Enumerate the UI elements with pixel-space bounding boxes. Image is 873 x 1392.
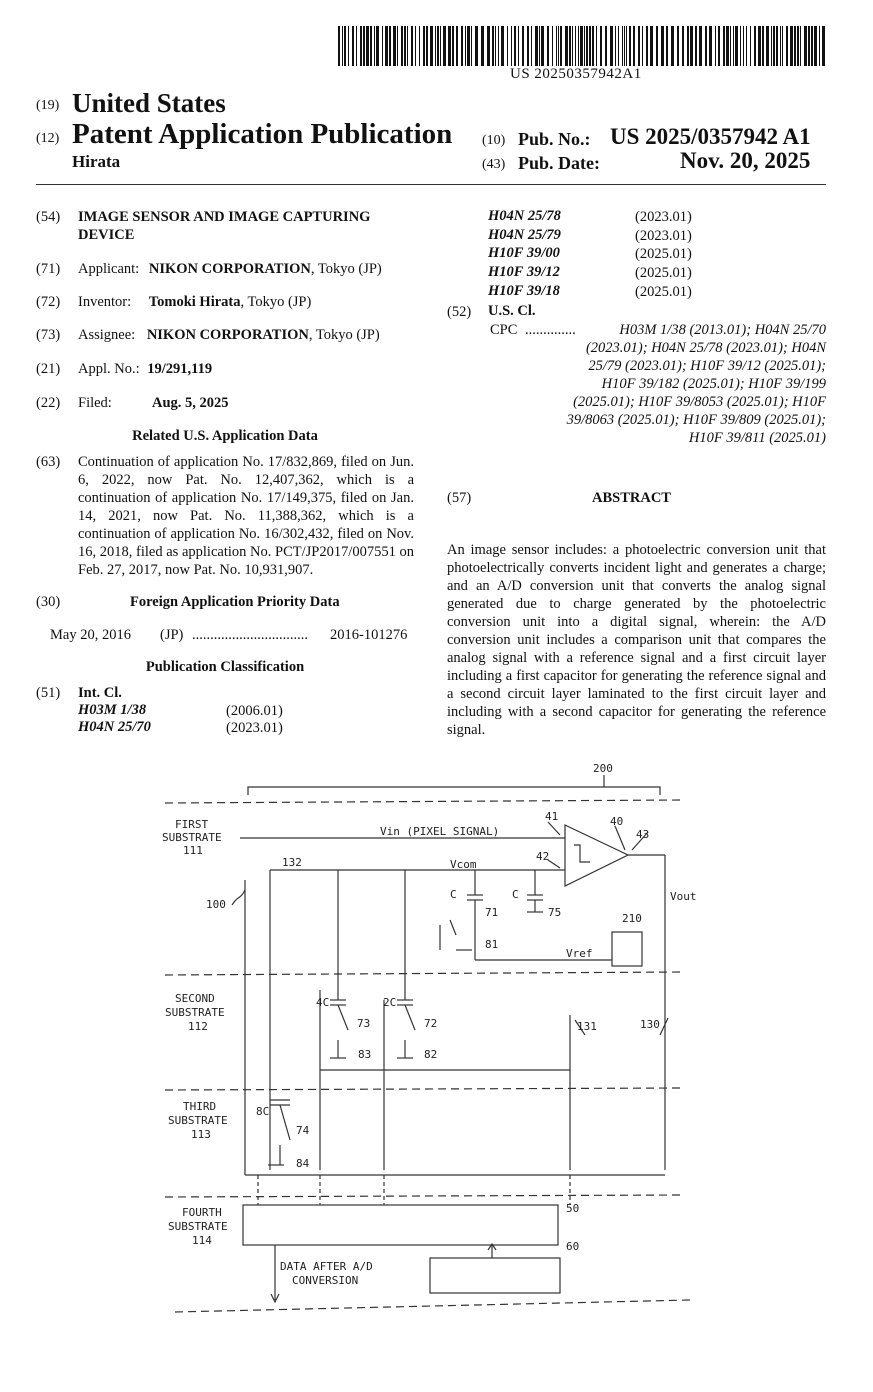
code-43: (43) <box>482 157 506 172</box>
inventor-name: Tomoki Hirata <box>148 294 241 310</box>
barcode-bar <box>754 26 756 66</box>
ref-81: 81 <box>485 938 499 951</box>
barcode-bar <box>723 26 725 66</box>
pub-date-label: Pub. Date: <box>518 153 600 173</box>
code-30: (30) <box>36 594 61 610</box>
barcode-bar <box>758 26 761 66</box>
assignee-name: NIKON CORPORATION <box>146 327 309 343</box>
barcode-bar <box>771 26 772 66</box>
barcode-bar <box>471 26 472 66</box>
ref-2c: 2C <box>383 996 397 1009</box>
barcode-bar <box>435 26 436 66</box>
barcode-bar <box>535 26 538 66</box>
cpc-line: 25/79 (2023.01); H10F 39/12 (2025.01); <box>588 358 826 374</box>
ref-72: 72 <box>424 1017 438 1030</box>
cpc-line: (2025.01); H10F 39/8053 (2025.01); H10F <box>573 394 826 410</box>
ref-210: 210 <box>622 912 642 925</box>
sub1-line1: FIRST <box>175 818 209 831</box>
barcode-bar <box>790 26 793 66</box>
code-12: (12) <box>36 131 60 146</box>
ref-75: 75 <box>548 906 562 919</box>
barcode-bar <box>541 26 544 66</box>
ref-50: 50 <box>566 1202 580 1215</box>
barcode-bar <box>376 26 379 66</box>
barcode-bar <box>586 26 588 66</box>
barcode-bar <box>822 26 825 66</box>
barcode-bar <box>677 26 679 66</box>
intcl-date: (2025.01) <box>635 265 692 281</box>
barcode-bar <box>808 26 810 66</box>
sub2-line2: SUBSTRATE <box>165 1006 225 1019</box>
barcode-bar <box>366 26 369 66</box>
related-title: Related U.S. Application Data <box>132 428 318 444</box>
priority-country: (JP) <box>160 627 184 643</box>
barcode-bar <box>780 26 781 66</box>
barcode-bar <box>461 26 463 66</box>
barcode-bar <box>522 26 524 66</box>
barcode-bar <box>695 26 697 66</box>
pub-date: Nov. 20, 2025 <box>680 148 811 173</box>
code-73: (73) <box>36 327 61 343</box>
data-label-line1: DATA AFTER A/D <box>280 1260 373 1273</box>
barcode-bar <box>735 26 738 66</box>
barcode-bar <box>507 26 508 66</box>
pubclass-title: Publication Classification <box>145 659 305 675</box>
barcode-bar <box>348 26 349 66</box>
barcode-bar <box>475 26 478 66</box>
intcl-date: (2025.01) <box>635 284 692 300</box>
barcode-bar <box>487 26 490 66</box>
intcl-code: H03M 1/38 <box>78 702 147 718</box>
barcode-bar <box>592 26 594 66</box>
barcode-bar <box>656 26 658 66</box>
barcode-bar <box>401 26 403 66</box>
barcode-bar <box>363 26 365 66</box>
barcode-bar <box>811 26 813 66</box>
barcode-bar <box>589 26 591 66</box>
sub2-line3: 112 <box>188 1020 208 1033</box>
ref-83: 83 <box>358 1048 372 1061</box>
cpc-line: 39/8063 (2025.01); H10F 39/809 (2025.01); <box>566 412 826 428</box>
barcode-bar <box>419 26 420 66</box>
barcode-bar <box>584 26 585 66</box>
barcode-bar <box>762 26 764 66</box>
ref-130: 130 <box>640 1018 660 1031</box>
sub1-line2: SUBSTRATE <box>162 831 222 844</box>
barcode-bar <box>501 26 504 66</box>
code-63: (63) <box>36 454 61 470</box>
appl-row <box>78 360 212 378</box>
header-rule <box>36 184 826 185</box>
barcode-bar <box>527 26 529 66</box>
barcode-bar <box>558 26 559 66</box>
intcl-date: (2023.01) <box>226 720 283 736</box>
filed-label: Filed: <box>78 395 112 411</box>
filed-date: Aug. 5, 2025 <box>152 395 229 411</box>
assignee-row <box>78 326 380 344</box>
appl-label: Appl. No.: <box>78 361 140 377</box>
barcode-bar <box>633 26 635 66</box>
ref-8c: 8C <box>256 1105 270 1118</box>
barcode-bar <box>385 26 388 66</box>
intcl-date: (2025.01) <box>635 246 692 262</box>
intcl-code: H10F 39/18 <box>488 283 560 299</box>
barcode-number: US 20250357942A1 <box>510 66 642 82</box>
ref-82: 82 <box>424 1048 438 1061</box>
cap-label: C <box>450 888 457 901</box>
code-21: (21) <box>36 361 61 377</box>
intcl-code: H10F 39/12 <box>488 264 560 280</box>
barcode-bar <box>629 26 631 66</box>
barcode-bar <box>687 26 689 66</box>
pub-no-label: Pub. No.: <box>518 129 591 149</box>
barcode-bar <box>352 26 354 66</box>
appl-number: 19/291,119 <box>147 361 213 377</box>
barcode-bar <box>481 26 484 66</box>
applicant-place: , Tokyo (JP) <box>310 261 382 277</box>
barcode-bar <box>671 26 674 66</box>
barcode-bar <box>814 26 817 66</box>
priority-date: May 20, 2016 <box>50 627 131 643</box>
barcode-bar <box>622 26 623 66</box>
barcode-bar <box>437 26 439 66</box>
barcode-bar <box>733 26 734 66</box>
code-72: (72) <box>36 294 61 310</box>
abstract-text: An image sensor includes: a photoelectric conversion unit that photoelectrically converts incident light and generates a charge; and an A/D conversion unit that converts the analog signal generated due to charge generated by the photoelectric conversion unit into a digital signal, wherein: the A/D conversion unit includes a comparison unit that compares the analog signal with a reference signal and a first circuit layer including a first capacitor for generating the reference signal and a second circuit layer laminated to the first circuit layer and including with a second capacitor for generating the reference signal. <box>447 542 826 738</box>
barcode-bar <box>750 26 751 66</box>
cpc-line: H10F 39/182 (2025.01); H10F 39/199 <box>601 376 826 392</box>
barcode-bar <box>646 26 648 66</box>
barcode-bar <box>743 26 744 66</box>
ref-71: 71 <box>485 906 499 919</box>
barcode-bar <box>605 26 607 66</box>
intcl-code: H04N 25/70 <box>78 719 151 735</box>
barcode-bar <box>552 26 553 66</box>
barcode-bar <box>498 26 499 66</box>
sub3-line1: THIRD <box>183 1100 217 1113</box>
ref-43: 43 <box>636 828 650 841</box>
barcode-bar <box>556 26 557 66</box>
barcode-bar <box>389 26 391 66</box>
assignee-place: , Tokyo (JP) <box>308 327 380 343</box>
barcode-bar <box>404 26 406 66</box>
intcl-date: (2023.01) <box>635 228 692 244</box>
country: United States <box>72 88 226 118</box>
barcode-bar <box>448 26 451 66</box>
barcode-bar <box>560 26 562 66</box>
barcode-bar <box>797 26 799 66</box>
inventor-short: Hirata <box>72 152 121 171</box>
ref-132: 132 <box>282 856 302 869</box>
barcode-bar <box>415 26 416 66</box>
barcode-bar <box>539 26 540 66</box>
ref-60: 60 <box>566 1240 580 1253</box>
applicant-label: Applicant: <box>78 261 140 277</box>
barcode-bar <box>423 26 425 66</box>
sub2-line1: SECOND <box>175 992 215 1005</box>
assignee-label: Assignee: <box>78 327 136 343</box>
ref-74: 74 <box>296 1124 310 1137</box>
vin-label: Vin (PIXEL SIGNAL) <box>380 825 500 838</box>
sub4-line3: 114 <box>192 1234 212 1247</box>
barcode-bar <box>638 26 640 66</box>
barcode-bar <box>726 26 729 66</box>
barcode-bar <box>374 26 375 66</box>
code-52: (52) <box>447 304 472 320</box>
barcode-bar <box>730 26 731 66</box>
sub3-line2: SUBSTRATE <box>168 1114 228 1127</box>
brace-200 <box>248 787 660 795</box>
barcode-bar <box>626 26 627 66</box>
barcode-bar <box>393 26 396 66</box>
ref-100: 100 <box>206 898 226 911</box>
ref-4c: 4C <box>316 996 330 1009</box>
barcode-bar <box>456 26 458 66</box>
code-22: (22) <box>36 395 61 411</box>
applicant-name: NIKON CORPORATION <box>148 261 311 277</box>
barcode-bar <box>382 26 383 66</box>
barcode-bar <box>342 26 343 66</box>
barcode-bar <box>776 26 778 66</box>
pub-no: US 2025/0357942 A1 <box>610 124 811 149</box>
inventor-place: , Tokyo (JP) <box>240 294 312 310</box>
intcl-code: H04N 25/79 <box>488 227 561 243</box>
cpc-line: H03M 1/38 (2013.01); H04N 25/70 <box>619 322 826 338</box>
barcode-bar <box>547 26 549 66</box>
barcode-bar <box>569 26 571 66</box>
barcode-bar <box>440 26 441 66</box>
barcode-bar <box>715 26 716 66</box>
ref-84: 84 <box>296 1157 310 1170</box>
cpc-line: H10F 39/811 (2025.01) <box>688 430 826 446</box>
vref-label: Vref <box>566 947 593 960</box>
intcl-date: (2006.01) <box>226 703 283 719</box>
barcode-bar <box>531 26 532 66</box>
barcode-bar <box>690 26 693 66</box>
barcode <box>338 26 828 66</box>
barcode-bar <box>699 26 702 66</box>
sub4-line1: FOURTH <box>182 1206 222 1219</box>
intcl-code: H04N 25/78 <box>488 208 561 224</box>
cpc-dots: .............. <box>525 322 576 338</box>
ref-42: 42 <box>536 850 550 863</box>
barcode-bar <box>344 26 346 66</box>
barcode-bar <box>338 26 340 66</box>
barcode-bar <box>766 26 769 66</box>
barcode-bar <box>580 26 583 66</box>
barcode-bar <box>572 26 573 66</box>
barcode-bar <box>356 26 357 66</box>
cap-label: C <box>512 888 519 901</box>
barcode-bar <box>495 26 496 66</box>
sub3-line3: 113 <box>191 1128 211 1141</box>
sub4-line2: SUBSTRATE <box>168 1220 228 1233</box>
barcode-bar <box>804 26 807 66</box>
barcode-bar <box>661 26 664 66</box>
title-line2: DEVICE <box>78 227 135 243</box>
ref-131: 131 <box>577 1020 597 1033</box>
barcode-bar <box>565 26 568 66</box>
intcl-code: H10F 39/00 <box>488 245 560 261</box>
barcode-bar <box>596 26 597 66</box>
barcode-bar <box>705 26 707 66</box>
barcode-bar <box>443 26 446 66</box>
barcode-bar <box>786 26 788 66</box>
barcode-bar <box>618 26 619 66</box>
title-line1: IMAGE SENSOR AND IMAGE CAPTURING <box>78 209 371 225</box>
code-51: (51) <box>36 685 61 701</box>
barcode-bar <box>800 26 801 66</box>
uscl-label: U.S. Cl. <box>488 303 536 319</box>
ref-40: 40 <box>610 815 624 828</box>
barcode-bar <box>782 26 783 66</box>
doc-type: Patent Application Publication <box>72 118 453 150</box>
barcode-bar <box>624 26 625 66</box>
intcl-date: (2023.01) <box>635 209 692 225</box>
code-54: (54) <box>36 209 61 225</box>
priority-dots: ................................ <box>192 627 308 643</box>
barcode-bar <box>397 26 398 66</box>
barcode-bar <box>610 26 613 66</box>
circuit-figure <box>0 750 873 1330</box>
barcode-bar <box>426 26 428 66</box>
barcode-bar <box>650 26 653 66</box>
barcode-bar <box>452 26 454 66</box>
barcode-bar <box>518 26 519 66</box>
barcode-bar <box>430 26 433 66</box>
inventor-row <box>78 293 311 311</box>
barcode-bar <box>407 26 408 66</box>
barcode-bar <box>578 26 579 66</box>
barcode-bar <box>370 26 372 66</box>
applicant-row <box>78 260 382 278</box>
barcode-bar <box>615 26 616 66</box>
data-label-line2: CONVERSION <box>292 1274 359 1287</box>
barcode-bar <box>467 26 470 66</box>
cpc-label: CPC <box>490 322 518 338</box>
ref-200: 200 <box>593 762 613 775</box>
sub1-line3: 111 <box>183 844 203 857</box>
barcode-bar <box>575 26 576 66</box>
abstract-title: ABSTRACT <box>592 490 671 506</box>
barcode-bar <box>666 26 668 66</box>
cpc-line: (2023.01); H04N 25/78 (2023.01); H04N <box>585 340 826 356</box>
barcode-bar <box>746 26 747 66</box>
code-57: (57) <box>447 490 472 506</box>
barcode-bar <box>819 26 820 66</box>
inventor-label: Inventor: <box>78 294 132 310</box>
barcode-bar <box>600 26 602 66</box>
barcode-bar <box>514 26 516 66</box>
barcode-bar <box>492 26 494 66</box>
code-10: (10) <box>482 133 506 148</box>
intcl-label: Int. Cl. <box>78 685 122 701</box>
barcode-bar <box>718 26 720 66</box>
code-19: (19) <box>36 98 60 113</box>
barcode-bar <box>465 26 466 66</box>
barcode-bar <box>511 26 512 66</box>
foreign-title: Foreign Application Priority Data <box>130 594 340 610</box>
vcom-label: Vcom <box>450 858 477 871</box>
code-71: (71) <box>36 261 61 277</box>
barcode-bar <box>411 26 413 66</box>
barcode-bar <box>773 26 775 66</box>
barcode-bar <box>794 26 796 66</box>
ref-41: 41 <box>545 810 559 823</box>
priority-number: 2016-101276 <box>330 627 408 643</box>
barcode-bar <box>709 26 712 66</box>
continuation-text: Continuation of application No. 17/832,869, filed on Jun. 6, 2022, now Pat. No. 12,407,362, which is a continuation of application No. 17/149,375, filed on Jan. 14, 2021, now Pat. No. 11,388,362, which is a continuation of application No. 16/302,432, filed on Nov. 16, 2018, filed as application No. PCT/JP2017/007551 on Feb. 27, 2017, now Pat. No. 10,931,907. <box>78 454 414 578</box>
ref-73: 73 <box>357 1017 371 1030</box>
barcode-bar <box>642 26 643 66</box>
barcode-bar <box>360 26 362 66</box>
barcode-bar <box>740 26 741 66</box>
vout-label: Vout <box>670 890 697 903</box>
barcode-bar <box>682 26 684 66</box>
